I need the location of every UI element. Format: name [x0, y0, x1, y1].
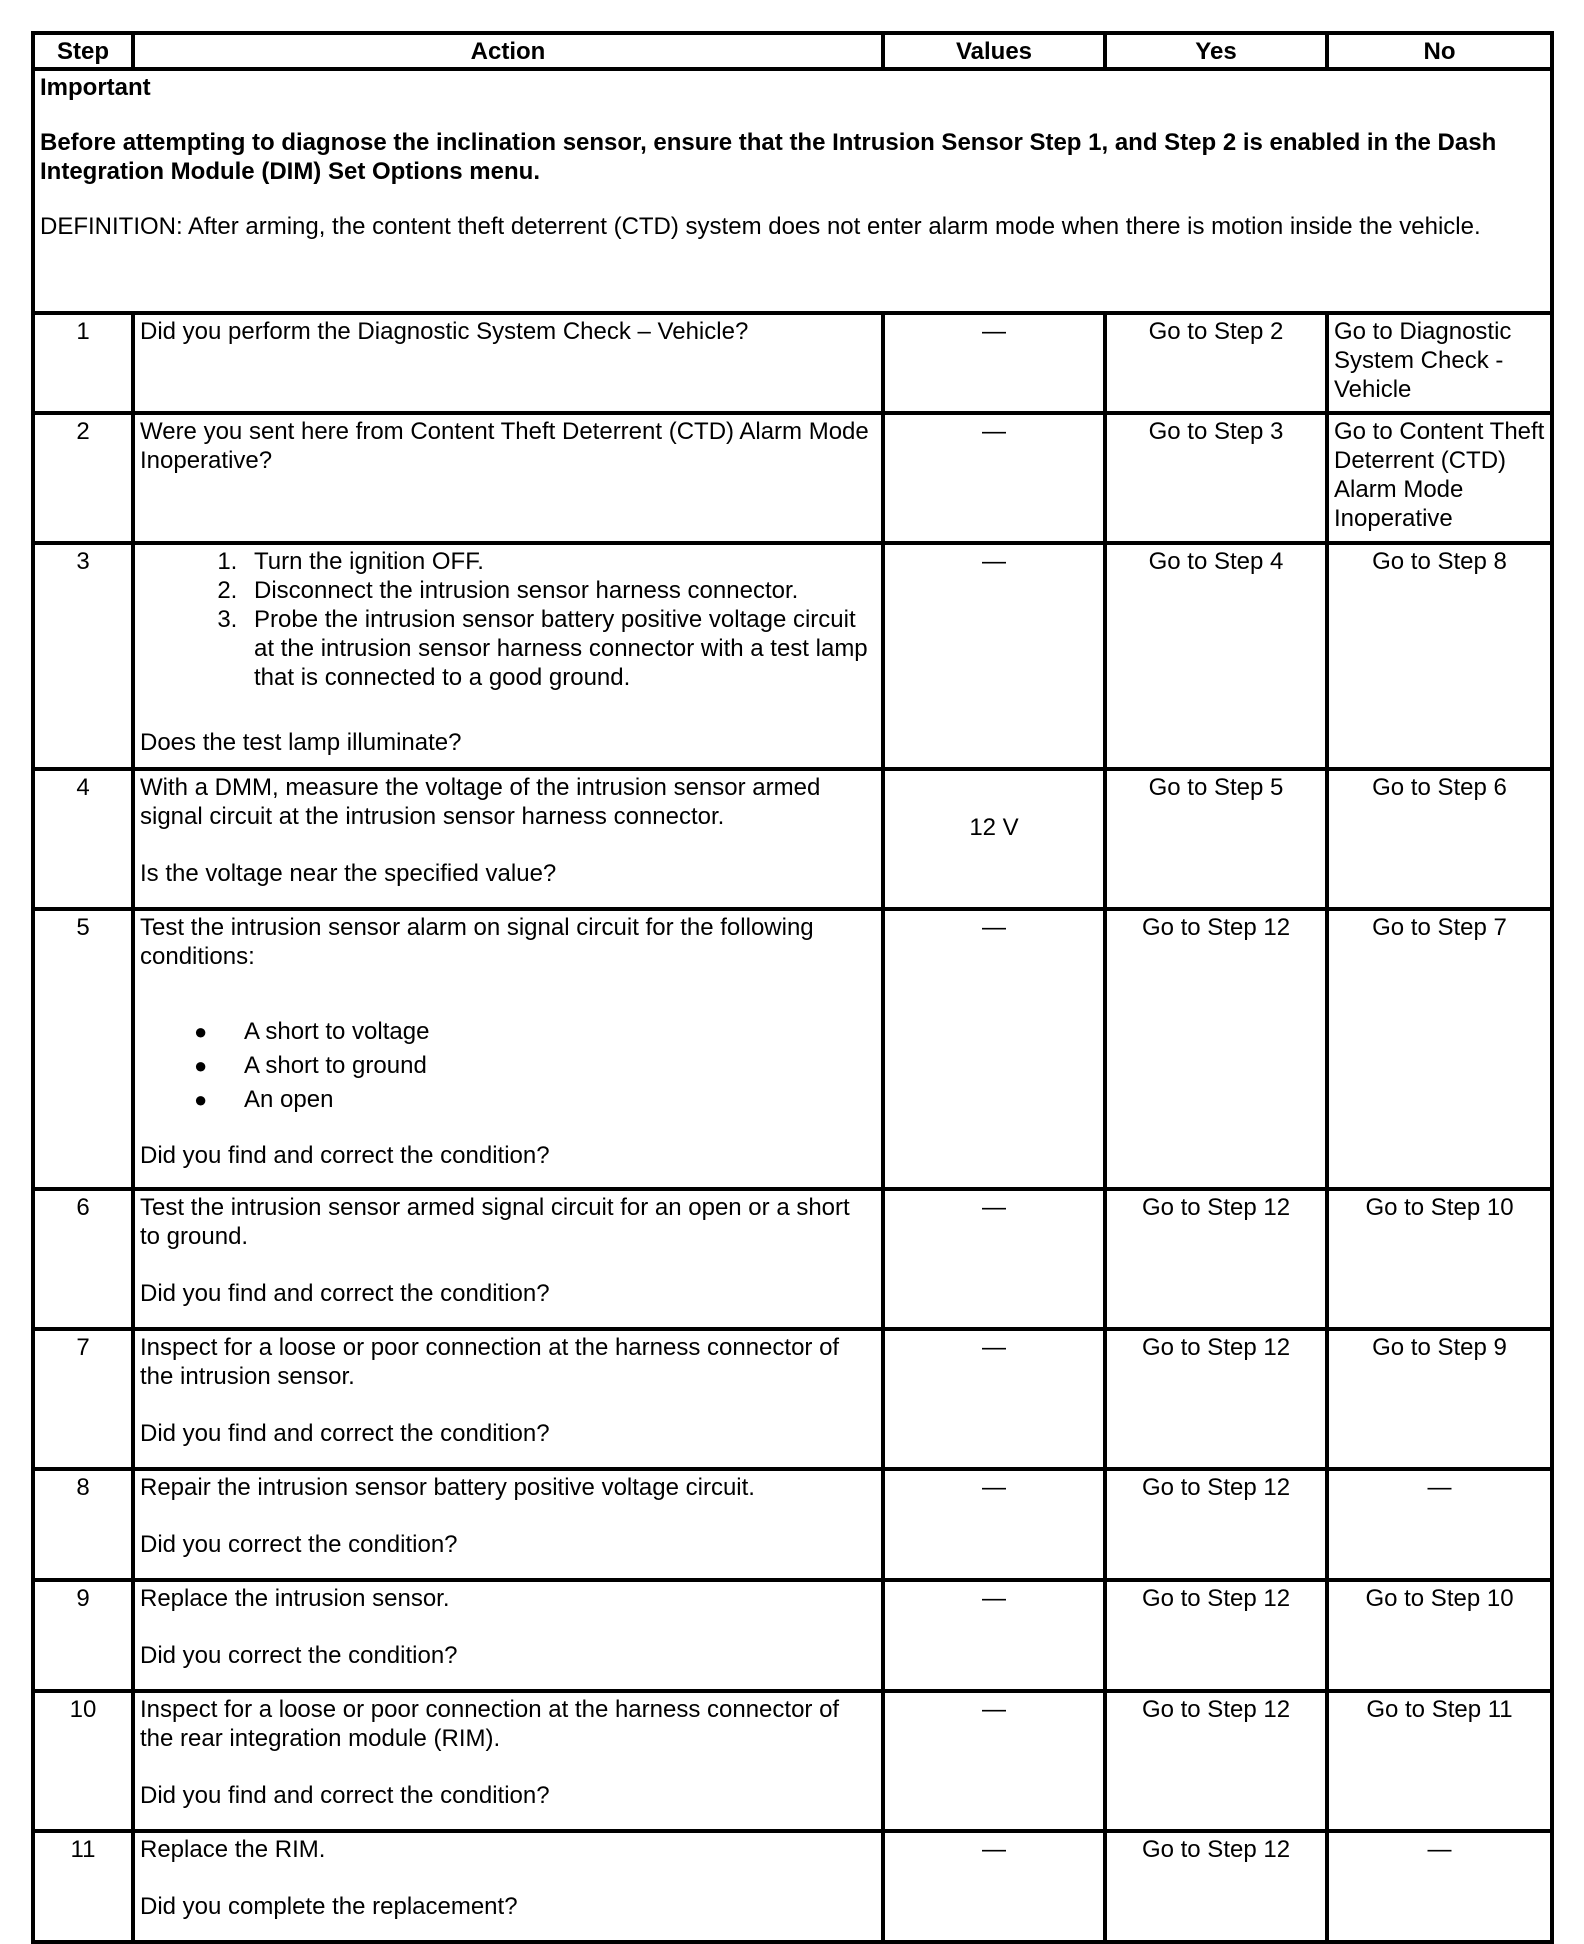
- bullet-icon: ●: [194, 1087, 208, 1112]
- question-text: Is the voltage near the specified value?: [140, 860, 557, 887]
- substep: 2. Disconnect the intrusion sensor harness connector.: [244, 576, 876, 605]
- header-row: [33, 33, 1552, 69]
- no-cell: Go to Step 8: [1327, 543, 1552, 769]
- header-step: Step: [33, 33, 133, 69]
- action-cell: [133, 769, 883, 909]
- yes-cell: Go to Step 4: [1105, 543, 1327, 769]
- action-text: Replace the RIM.: [140, 1836, 326, 1863]
- action-cell: [133, 1469, 883, 1580]
- step-number: 6: [33, 1189, 133, 1329]
- substep: 3. Probe the intrusion sensor battery positive voltage circuit at the intrusion sensor harness connector with a test lamp that is connected to a good ground.: [244, 605, 876, 692]
- question-text: Did you correct the condition?: [140, 1642, 458, 1669]
- no-cell: —: [1327, 1831, 1552, 1942]
- yes-cell: Go to Step 12: [1105, 1189, 1327, 1329]
- question-text: Did you complete the replacement?: [140, 1893, 518, 1920]
- yes-cell: Go to Step 2: [1105, 313, 1327, 413]
- values-cell: —: [883, 543, 1105, 769]
- table-row: [33, 1580, 1552, 1691]
- diagnostic-table: [31, 31, 1554, 1944]
- step-number: 8: [33, 1469, 133, 1580]
- values-cell: —: [883, 1580, 1105, 1691]
- step-number: 1: [33, 313, 133, 413]
- substep: 1. Turn the ignition OFF.: [244, 547, 876, 576]
- action-text: Inspect for a loose or poor connection at the harness connector of the intrusion sensor.: [140, 1334, 840, 1390]
- values-cell: —: [883, 1469, 1105, 1580]
- step-number: 5: [33, 909, 133, 1189]
- table-row: [33, 543, 1552, 769]
- values-cell: —: [883, 909, 1105, 1189]
- no-cell: Go to Step 10: [1327, 1189, 1552, 1329]
- question-text: Did you find and correct the condition?: [140, 1420, 550, 1447]
- values-cell: —: [883, 1189, 1105, 1329]
- no-cell: —: [1327, 1469, 1552, 1580]
- yes-cell: Go to Step 12: [1105, 909, 1327, 1189]
- action-text: Inspect for a loose or poor connection at the harness connector of the rear integration module (RIM).: [140, 1696, 840, 1752]
- no-cell: Go to Step 10: [1327, 1580, 1552, 1691]
- action-cell: [133, 1189, 883, 1329]
- no-cell: Go to Step 11: [1327, 1691, 1552, 1831]
- values-cell: —: [883, 313, 1105, 413]
- action-text: Test the intrusion sensor alarm on signal circuit for the following conditions:: [140, 914, 814, 970]
- header-yes: Yes: [1105, 33, 1327, 69]
- table-row: [33, 769, 1552, 909]
- question-text: Did you find and correct the condition?: [140, 1782, 550, 1809]
- values-cell: —: [883, 1691, 1105, 1831]
- action-text: Were you sent here from Content Theft Deterrent (CTD) Alarm Mode Inoperative?: [133, 413, 883, 543]
- header-values: Values: [883, 33, 1105, 69]
- values-cell: —: [883, 1831, 1105, 1942]
- table-row: [33, 1329, 1552, 1469]
- action-cell: [133, 543, 883, 769]
- action-text: Did you perform the Diagnostic System Check – Vehicle?: [133, 313, 883, 413]
- step-number: 7: [33, 1329, 133, 1469]
- action-cell: [133, 1831, 883, 1942]
- question-text: Did you correct the condition?: [140, 1531, 458, 1558]
- important-note: [33, 69, 1552, 313]
- condition-list: [140, 1015, 876, 1117]
- header-no: No: [1327, 33, 1552, 69]
- action-text: With a DMM, measure the voltage of the intrusion sensor armed signal circuit at the intrusion sensor harness connector.: [140, 774, 821, 830]
- table-row: [33, 1469, 1552, 1580]
- values-cell: 12 V: [883, 769, 1105, 909]
- bullet-icon: ●: [194, 1053, 208, 1078]
- action-cell: [133, 909, 883, 1189]
- no-cell: Go to Step 7: [1327, 909, 1552, 1189]
- action-cell: [133, 1580, 883, 1691]
- action-cell: [133, 1691, 883, 1831]
- values-cell: —: [883, 413, 1105, 543]
- no-cell: Go to Diagnostic System Check - Vehicle: [1327, 313, 1552, 413]
- step-number: 11: [33, 1831, 133, 1942]
- table-row: [33, 1189, 1552, 1329]
- step-number: 4: [33, 769, 133, 909]
- action-cell: [133, 1329, 883, 1469]
- header-action: Action: [133, 33, 883, 69]
- table-row: [33, 313, 1552, 413]
- yes-cell: Go to Step 3: [1105, 413, 1327, 543]
- action-text: Test the intrusion sensor armed signal circuit for an open or a short to ground.: [140, 1194, 850, 1250]
- action-text: Replace the intrusion sensor.: [140, 1585, 450, 1612]
- yes-cell: Go to Step 12: [1105, 1469, 1327, 1580]
- diagnostic-table-sheet: [31, 31, 1550, 1920]
- substep-list: [140, 547, 876, 692]
- yes-cell: Go to Step 5: [1105, 769, 1327, 909]
- question-text: Did you find and correct the condition?: [140, 1142, 550, 1169]
- no-cell: Go to Step 6: [1327, 769, 1552, 909]
- important-title: Important: [40, 74, 151, 101]
- no-cell: Go to Content Theft Deterrent (CTD) Alarm Mode Inoperative: [1327, 413, 1552, 543]
- step-number: 2: [33, 413, 133, 543]
- question-text: Did you find and correct the condition?: [140, 1280, 550, 1307]
- important-row: [33, 69, 1552, 313]
- yes-cell: Go to Step 12: [1105, 1691, 1327, 1831]
- important-text: Before attempting to diagnose the inclination sensor, ensure that the Intrusion Sensor Step 1, and Step 2 is enabled in the Dash Integration Module (DIM) Set Options menu.: [40, 129, 1497, 185]
- step-number: 3: [33, 543, 133, 769]
- table-row: [33, 909, 1552, 1189]
- yes-cell: Go to Step 12: [1105, 1831, 1327, 1942]
- condition-item: ● An open: [244, 1083, 876, 1117]
- values-cell: —: [883, 1329, 1105, 1469]
- yes-cell: Go to Step 12: [1105, 1329, 1327, 1469]
- table-row: [33, 413, 1552, 543]
- table-row: [33, 1691, 1552, 1831]
- no-cell: Go to Step 9: [1327, 1329, 1552, 1469]
- step-number: 10: [33, 1691, 133, 1831]
- question-text: Does the test lamp illuminate?: [140, 729, 462, 756]
- step-number: 9: [33, 1580, 133, 1691]
- table-row: [33, 1831, 1552, 1942]
- definition-text: DEFINITION: After arming, the content theft deterrent (CTD) system does not enter alarm mode when there is motion inside the vehicle.: [40, 213, 1481, 240]
- bullet-icon: ●: [194, 1019, 208, 1044]
- yes-cell: Go to Step 12: [1105, 1580, 1327, 1691]
- action-text: Repair the intrusion sensor battery positive voltage circuit.: [140, 1474, 755, 1501]
- condition-item: ● A short to ground: [244, 1049, 876, 1083]
- condition-item: ● A short to voltage: [244, 1015, 876, 1049]
